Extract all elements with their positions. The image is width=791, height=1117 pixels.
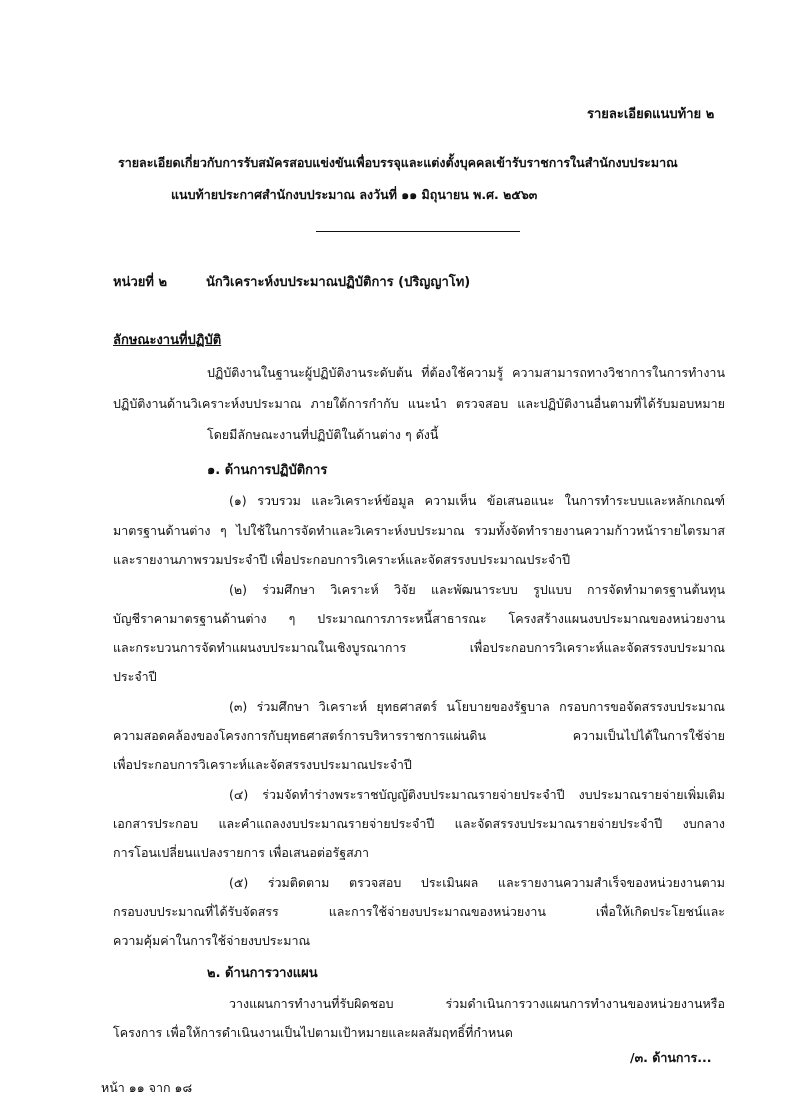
item2-line3: และกระบวนการจัดทำแผนงบประมาณในเชิงบูรณาการ เพื่อประกอบการวิเคราะห์และจัดสรรงบประมาณ	[113, 640, 725, 655]
item1-line1: (๑) รวบรวม และวิเคราะห์ข้อมูล ความเห็น ข้อเสนอแนะ ในการทำระบบและหลักเกณฑ์	[229, 493, 725, 508]
item2-line1: (๒) ร่วมศึกษา วิเคราะห์ วิจัย และพัฒนาระบบ รูปแบบ การจัดทำมาตรฐานต้นทุน	[229, 582, 725, 597]
item4-line1: (๔) ร่วมจัดทำร่างพระราชบัญญัติงบประมาณรายจ่ายประจำปี งบประมาณรายจ่ายเพิ่มเติม	[229, 787, 725, 802]
section2-line1: วางแผนการทำงานที่รับผิดชอบ ร่วมดำเนินการวางแผนการทำงานของหน่วยงานหรือ	[229, 996, 725, 1011]
section2-line2: โครงการ เพื่อให้การดำเนินงานเป็นไปตามเป้าหมายและผลสัมฤทธิ์ที่กำหนด	[113, 1025, 513, 1040]
item1-line3: และรายงานภาพรวมประจำปี เพื่อประกอบการวิเคราะห์และจัดสรรงบประมาณประจำปี	[113, 552, 571, 567]
item5-line2: กรอบงบประมาณที่ได้รับจัดสรร และการใช้จ่ายงบประมาณของหน่วยงาน เพื่อให้เกิดประโยชน์และ	[113, 904, 725, 919]
item3-line2: ความสอดคล้องของโครงการกับยุทธศาสตร์การบริหารราชการแผ่นดิน ความเป็นไปได้ในการใช้จ่าย	[113, 728, 725, 743]
attachment-label: รายละเอียดแนบท้าย ๒	[587, 107, 715, 122]
section-heading: ลักษณะงานที่ปฏิบัติ	[113, 333, 222, 348]
item2-line4: ประจำปี	[113, 669, 157, 684]
item3-line3: เพื่อประกอบการวิเคราะห์และจัดสรรงบประมาณประจำปี	[113, 757, 412, 772]
intro-line2: ปฏิบัติงานด้านวิเคราะห์งบประมาณ ภายใต้การกำกับ แนะนำ ตรวจสอบ และปฏิบัติงานอื่นตามที่ได้รับมอบหมาย	[113, 396, 725, 411]
title-divider	[316, 231, 520, 232]
unit-position: นักวิเคราะห์งบประมาณปฏิบัติการ (ปริญญาโท)	[206, 275, 471, 290]
intro-line1: ปฏิบัติงานในฐานะผู้ปฏิบัติงานระดับต้น ที่ต้องใช้ความรู้ ความสามารถทางวิชาการในการทำงาน	[207, 365, 725, 380]
continuation-marker: /๓. ด้านการ...	[630, 1050, 712, 1065]
item5-line3: ความคุ้มค่าในการใช้จ่ายงบประมาณ	[113, 933, 311, 948]
item3-line1: (๓) ร่วมศึกษา วิเคราะห์ ยุทธศาสตร์ นโยบายของรัฐบาล กรอบการขอจัดสรรงบประมาณ	[229, 699, 725, 714]
item2-line2: บัญชีราคามาตรฐานด้านต่าง ๆ ประมาณการภาระหนี้สาธารณะ โครงสร้างแผนงบประมาณของหน่วยงาน	[113, 611, 725, 626]
page-number: หน้า ๑๑ จาก ๑๘	[101, 1080, 193, 1095]
item1-line2: มาตรฐานด้านต่าง ๆ ไปใช้ในการจัดทำและวิเคราะห์งบประมาณ รวมทั้งจัดทำรายงานความก้าวหน้ารายไตรมาส	[113, 523, 725, 538]
section2-heading: ๒. ด้านการวางแผน	[207, 966, 318, 981]
document-title-line1: รายละเอียดเกี่ยวกับการรับสมัครสอบแข่งขันเพื่อบรรจุและแต่งตั้งบุคคลเข้ารับราชการในสำนักงบประมาณ	[118, 155, 678, 170]
item5-line1: (๕) ร่วมติดตาม ตรวจสอบ ประเมินผล และรายงานความสำเร็จของหน่วยงานตาม	[229, 875, 725, 890]
item4-line3: การโอนเปลี่ยนแปลงรายการ เพื่อเสนอต่อรัฐสภา	[113, 845, 369, 860]
intro-line3: โดยมีลักษณะงานที่ปฏิบัติในด้านต่าง ๆ ดังนี้	[207, 427, 439, 442]
unit-label: หน่วยที่ ๒	[113, 275, 168, 290]
item4-line2: เอกสารประกอบ และคำแถลงงบประมาณรายจ่ายประจำปี และจัดสรรงบประมาณรายจ่ายประจำปี งบกลาง	[113, 816, 725, 831]
document-title-line2: แนบท้ายประกาศสำนักงบประมาณ ลงวันที่ ๑๑ มิถุนายน พ.ศ. ๒๕๖๓	[171, 187, 538, 202]
section1-heading: ๑. ด้านการปฏิบัติการ	[207, 463, 328, 478]
